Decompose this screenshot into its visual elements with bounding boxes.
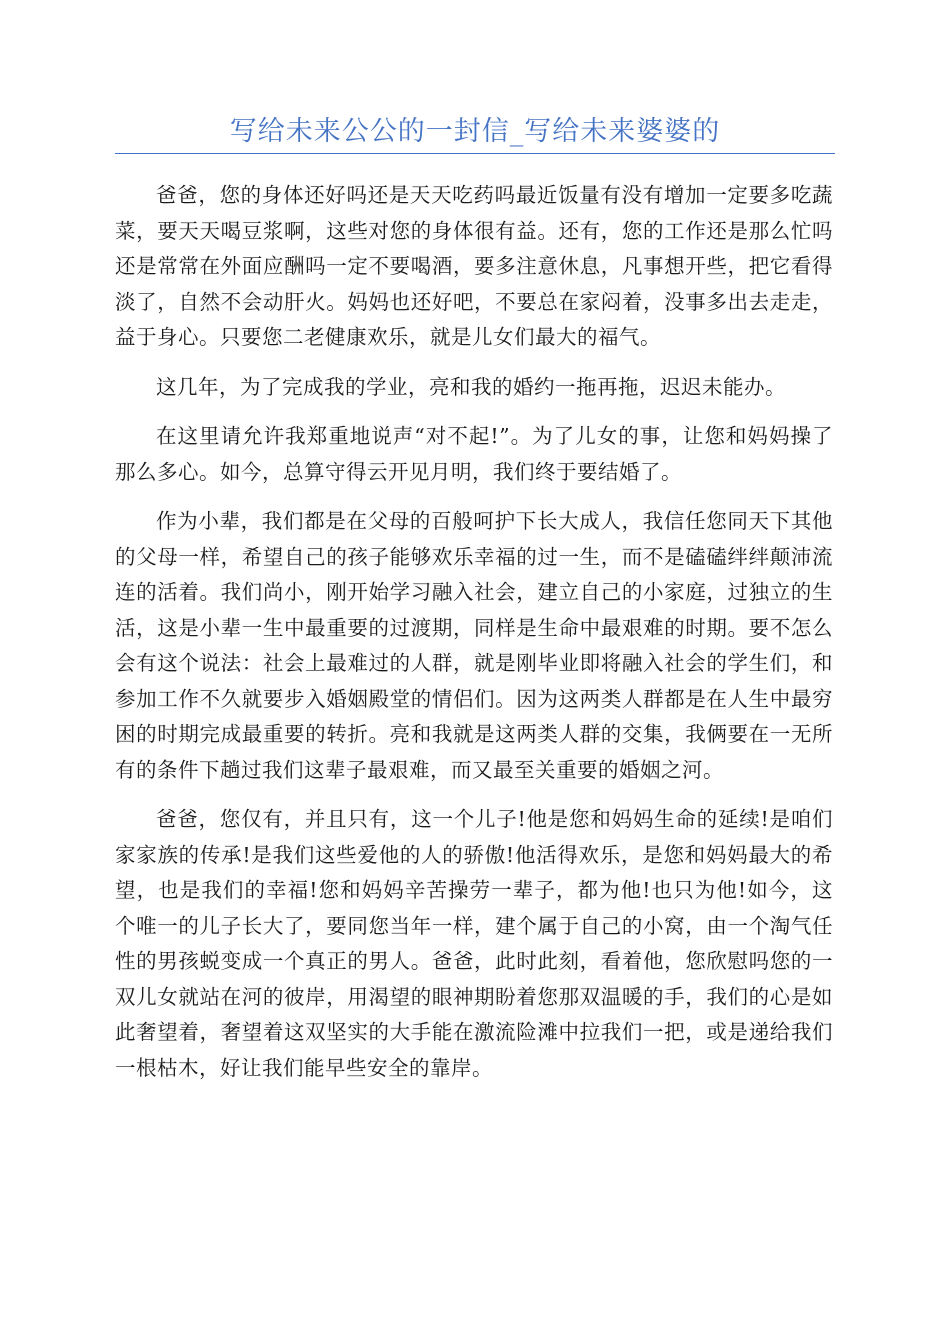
document-title: 写给未来公公的一封信_写给未来婆婆的 [229, 116, 721, 147]
paragraph-2: 这几年，为了完成我的学业，亮和我的婚约一拖再拖，迟迟未能办。 [156, 374, 786, 399]
paragraph-1: 爸爸，您的身体还好吗还是天天吃药吗最近饭量有没有增加一定要多吃蔬菜，要天天喝豆浆啊，这些对您的身体很有益。还有，您的工作还是那么忙吗还是常常在外面应酬吗一定不要喝酒，要多注意休息，凡事想开些，把它看得淡了，自然不会动肝火。妈妈也还好吧，不要总在家闷着，没事多出去走走，益于身心。只要您二老健康欢乐，就是儿女们最大的福气。 [115, 183, 833, 349]
paragraph-4: 作为小辈，我们都是在父母的百般呵护下长大成人，我信任您同天下其他的父母一样，希望自己的孩子能够欢乐幸福的过一生，而不是磕磕绊绊颠沛流连的活着。我们尚小，刚开始学习融入社会，建立自己的小家庭，过独立的生活，这是小辈一生中最重要的过渡期，同样是生命中最艰难的时期。要不怎么会有这个说法：社会上最难过的人群，就是刚毕业即将融入社会的学生们，和参加工作不久就要步入婚姻殿堂的情侣们。因为这两类人群都是在人生中最穷困的时期完成最重要的转折。亮和我就是这两类人群的交集，我俩要在一无所有的条件下趟过我们这辈子最艰难，而又最至关重要的婚姻之河。 [115, 509, 833, 782]
paragraph-5: 爸爸，您仅有，并且只有，这一个儿子!他是您和妈妈生命的延续!是咱们家家族的传承!是我们这些爱他的人的骄傲!他活得欢乐，是您和妈妈最大的希望，也是我们的幸福!您和妈妈辛苦操劳一辈子，都为他!也只为他!如今，这个唯一的儿子长大了，要同您当年一样，建个属于自己的小窝，由一个淘气任性的男孩蜕变成一个真正的男人。爸爸，此时此刻，看着他，您欣慰吗您的一双儿女就站在河的彼岸，用渴望的眼神期盼着您那双温暖的手，我们的心是如此奢望着，奢望着这双坚实的大手能在激流险滩中拉我们一把，或是递给我们一根枯木，好让我们能早些安全的靠岸。 [115, 807, 833, 1080]
title-underline [115, 153, 835, 154]
paragraph-3: 在这里请允许我郑重地说声“对不起!”。为了儿女的事，让您和妈妈操了那么多心。如今，总算守得云开见月明，我们终于要结婚了。 [115, 424, 833, 484]
document-body [115, 178, 833, 1100]
